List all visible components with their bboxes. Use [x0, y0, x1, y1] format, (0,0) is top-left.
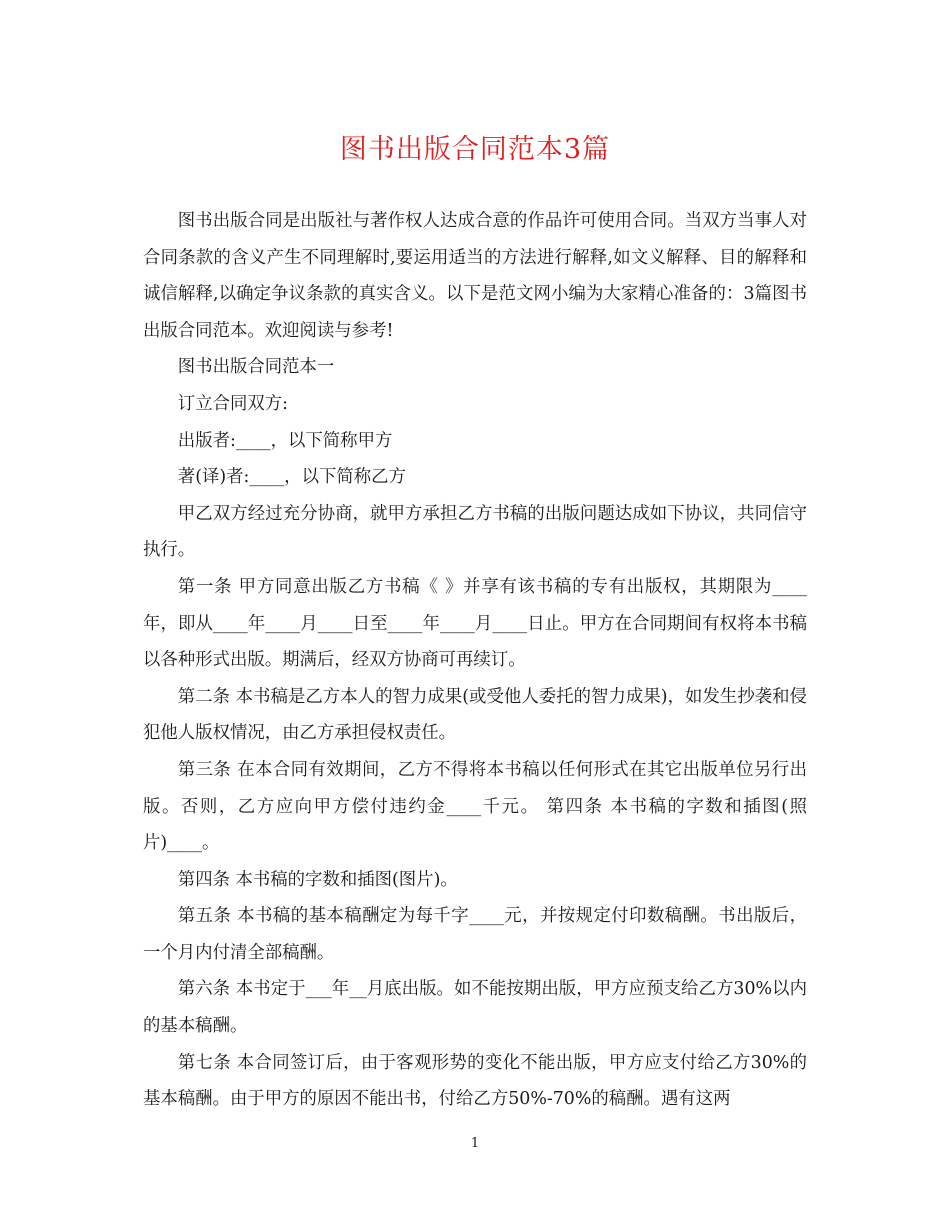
publisher-line: 出版者:____，以下简称甲方 [177, 430, 393, 451]
page-number: 1 [470, 1136, 480, 1151]
article-1: 第一条 甲方同意出版乙方书稿《 》并享有该书稿的专有出版权，其期限为____年，即从____年____月____日至____年____月____日止。甲方在合同期间有权将本书稿以各种形式出版。期满后，经双方协商可再续订。 [143, 576, 807, 671]
article-7: 第七条 本合同签订后，由于客观形势的变化不能出版，甲方应支付给乙方30%的基本稿酬。由于甲方的原因不能出书，付给乙方50%-70%的稿酬。遇有这两 [143, 1052, 807, 1110]
article-6: 第六条 本书定于___年__月底出版。如不能按期出版，甲方应预支给乙方30%以内的基本稿酬。 [143, 979, 807, 1037]
contract-parties-label: 订立合同双方: [177, 393, 289, 414]
article-4: 第四条 本书稿的字数和插图(图片)。 [177, 869, 458, 890]
document-body [143, 203, 807, 1118]
document-title: 图书出版合同范本3篇 [339, 134, 611, 165]
intro-paragraph: 图书出版合同是出版社与著作权人达成合意的作品许可使用合同。当双方当事人对合同条款的含义产生不同理解时,要运用适当的方法进行解释,如文义解释、目的解释和诚信解释,以确定争议条款的真实含义。以下是范文网小编为大家精心准备的：3篇图书出版合同范本。欢迎阅读与参考! [143, 211, 807, 341]
article-5: 第五条 本书稿的基本稿酬定为每千字____元，并按规定付印数稿酬。书出版后，一个月内付清全部稿酬。 [143, 906, 807, 963]
agreement-paragraph: 甲乙双方经过充分协商，就甲方承担乙方书稿的出版问题达成如下协议，共同信守执行。 [143, 503, 807, 561]
article-2: 第二条 本书稿是乙方本人的智力成果(或受他人委托的智力成果)，如发生抄袭和侵犯他人版权情况，由乙方承担侵权责任。 [143, 686, 807, 744]
author-line: 著(译)者:____，以下简称乙方 [177, 467, 406, 488]
article-3: 第三条 在本合同有效期间，乙方不得将本书稿以任何形式在其它出版单位另行出版。否则，乙方应向甲方偿付违约金____千元。 第四条 本书稿的字数和插图(照片)____。 [143, 759, 807, 854]
section-heading: 图书出版合同范本一 [177, 357, 335, 378]
